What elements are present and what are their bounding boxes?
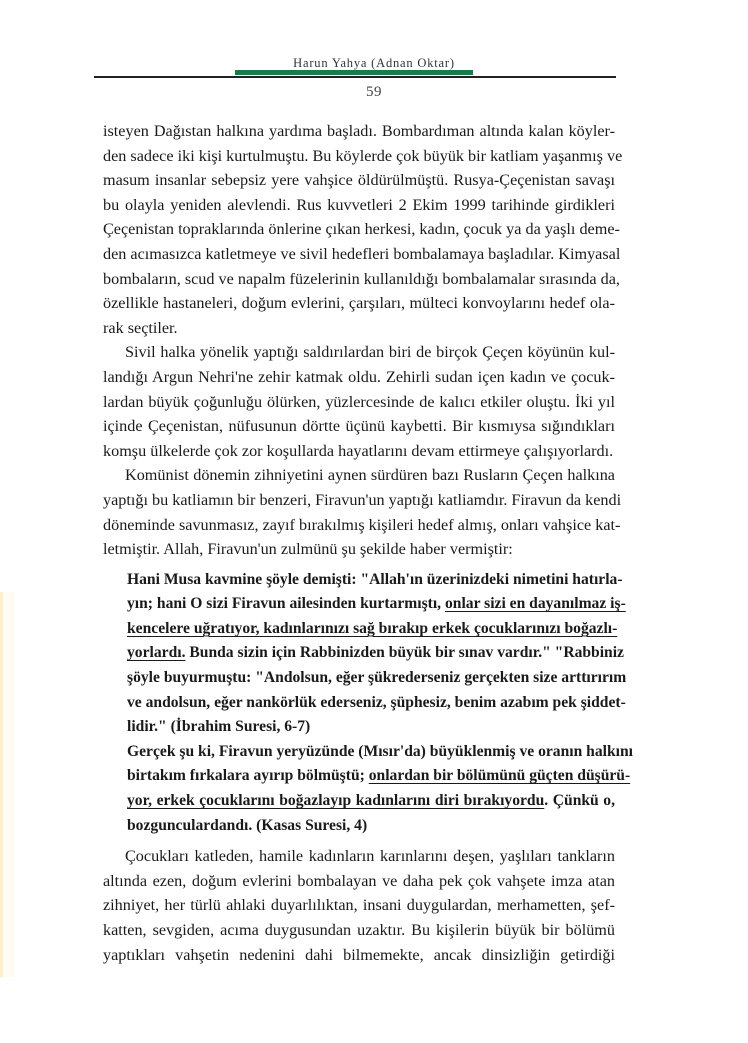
quote-citation: bozgunculardandı. (Kasas Suresi, 4) [127, 816, 368, 834]
quote-text: yın; hani O sizi Firavun ailesinden kurtarmıştı, [127, 595, 445, 613]
text-line: letmiştir. Allah, Firavun'un zulmünü şu şekilde haber vermiştir: [103, 540, 513, 559]
text-line: yaptıkları vahşetin nedenini dahi bilmemekte, ancak dinsizliğin getirdiği [103, 945, 615, 964]
underlined-text: kencelere uğratıyor, kadınlarınızı sağ bırakıp erkek çocuklarınızı boğazlı- [127, 619, 618, 637]
quote-text: . Çünkü o, [544, 792, 615, 810]
header-accent-bar [235, 70, 473, 75]
paragraph-2 [103, 340, 615, 463]
text-line: Sivil halka yönelik yaptığı saldırılardan biri de birçok Çeçen köyünün kul- [125, 343, 615, 362]
text-line: ve andolsun, eğer nankörlük ederseniz, şüphesiz, benim azabım pek şiddet- [127, 693, 626, 711]
text-line [127, 764, 631, 789]
underlined-text: onlardan bir bölümünü güçten düşürü- [368, 767, 631, 785]
text-line: den acımasızca katletmeye ve sivil hedefleri bombalamaya başladılar. Kimyasal [103, 244, 621, 263]
paragraph-1 [103, 119, 623, 340]
underlined-text: yorlardı. [127, 644, 186, 662]
body-text [103, 119, 633, 967]
text-line: den sadece iki kişi kurtulmuştu. Bu köylerde çok büyük bir katliam yaşanmış ve [103, 146, 623, 165]
text-line: Komünist dönemin zihniyetini aynen sürdüren bazı Rusların Çeçen halkına [125, 466, 615, 485]
quote-ibrahim [127, 568, 627, 740]
text-line: Hani Musa kavmine şöyle demişti: "Allah'ın üzerinizdeki nimetini hatırla- [127, 570, 623, 588]
margin-highlight-shade [3, 592, 15, 977]
page-number: 59 [366, 84, 382, 100]
text-line [127, 617, 618, 642]
text-line: bombaların, scud ve napalm füzelerinin kullanıldığı bombalamalar sırasında da, [103, 269, 620, 288]
text-line: bu olayla yeniden alevlendi. Rus kuvvetleri 2 Ekim 1999 tarihinde girdikleri [103, 195, 615, 214]
text-line [127, 592, 626, 617]
text-line: Çocukları katleden, hamile kadınların karınlarını deşen, yaşlıları tankların [125, 847, 615, 866]
header-rule [94, 76, 616, 78]
quote-text: Bunda sizin için Rabbinizden büyük bir sınav vardır." "Rabbiniz [185, 644, 624, 662]
text-line: masum insanlar sebepsiz yere vahşice öldürülmüştü. Rusya-Çeçenistan savaşı [103, 171, 615, 190]
text-line [127, 641, 624, 666]
text-line: landığı Argun Nehri'ne zehir katmak oldu. Zehirli sudan içen kadın ve çocuk- [103, 367, 615, 386]
running-header-title: Harun Yahya (Adnan Oktar) [293, 56, 455, 70]
paragraph-3 [103, 463, 622, 561]
text-line: içinde Çeçenistan, nüfusunun dörtte üçünü kaybetti. Bir kısmıysa sığındıkları [103, 417, 615, 436]
quote-kasas [127, 740, 633, 838]
quote-citation: lidir." (İbrahim Suresi, 6-7) [127, 718, 311, 736]
text-line: Gerçek şu ki, Firavun yeryüzünde (Mısır'da) büyüklenmiş ve oranın halkını [127, 742, 633, 760]
text-line: şöyle buyurmuştu: "Andolsun, eğer şükrederseniz gerçekten size arttırırım [127, 669, 627, 687]
text-line: yaptığı bu katliamın bir benzeri, Firavun'un yaptığı katliamdır. Firavun da kendi [103, 490, 622, 509]
text-line: katten, sevgiden, acıma duygusundan uzaktır. Bu kişilerin büyük bir bölümü [103, 921, 615, 939]
text-line: lardan büyük çoğunluğu ölürken, yüzlercesinde de kalıcı etkiler oluştu. İki yıl [103, 392, 615, 411]
text-line [127, 789, 615, 814]
text-line: Çeçenistan topraklarında önlerine çıkan herkesi, kadın, çocuk ya da yaşlı deme- [103, 220, 620, 239]
quote-text: birtakım fırkalara ayırıp bölmüştü; [127, 767, 369, 785]
text-line: özellikle hastaneleri, doğum evlerini, çarşıları, mülteci konvoylarını hedef ola- [103, 294, 615, 313]
text-line: komşu ülkelerde çok zor koşullarda hayatlarını devam ettirmeye çalışıyorlardı. [103, 441, 614, 460]
paragraph-4 [103, 844, 615, 967]
text-line: altında ezen, doğum evlerini bombalayan ve daha pek çok vahşete imza atan [103, 871, 615, 890]
text-line: rak seçtiler. [103, 318, 178, 337]
underlined-text: onlar sizi en dayanılmaz iş- [444, 595, 626, 613]
text-line: döneminde savunmasız, zayıf bırakılmış kişileri hedef almış, onları vahşice kat- [103, 515, 621, 534]
underlined-text: yor, erkek çocuklarını boğazlayıp kadınlarını diri bırakıyordu [127, 792, 545, 810]
text-line: isteyen Dağıstan halkına yardıma başladı. Bombardıman altında kalan köyler- [103, 122, 615, 140]
text-line: zihniyet, her türlü ahlaki duyarlılıktan, insani duygulardan, merhametten, şef- [103, 896, 615, 915]
